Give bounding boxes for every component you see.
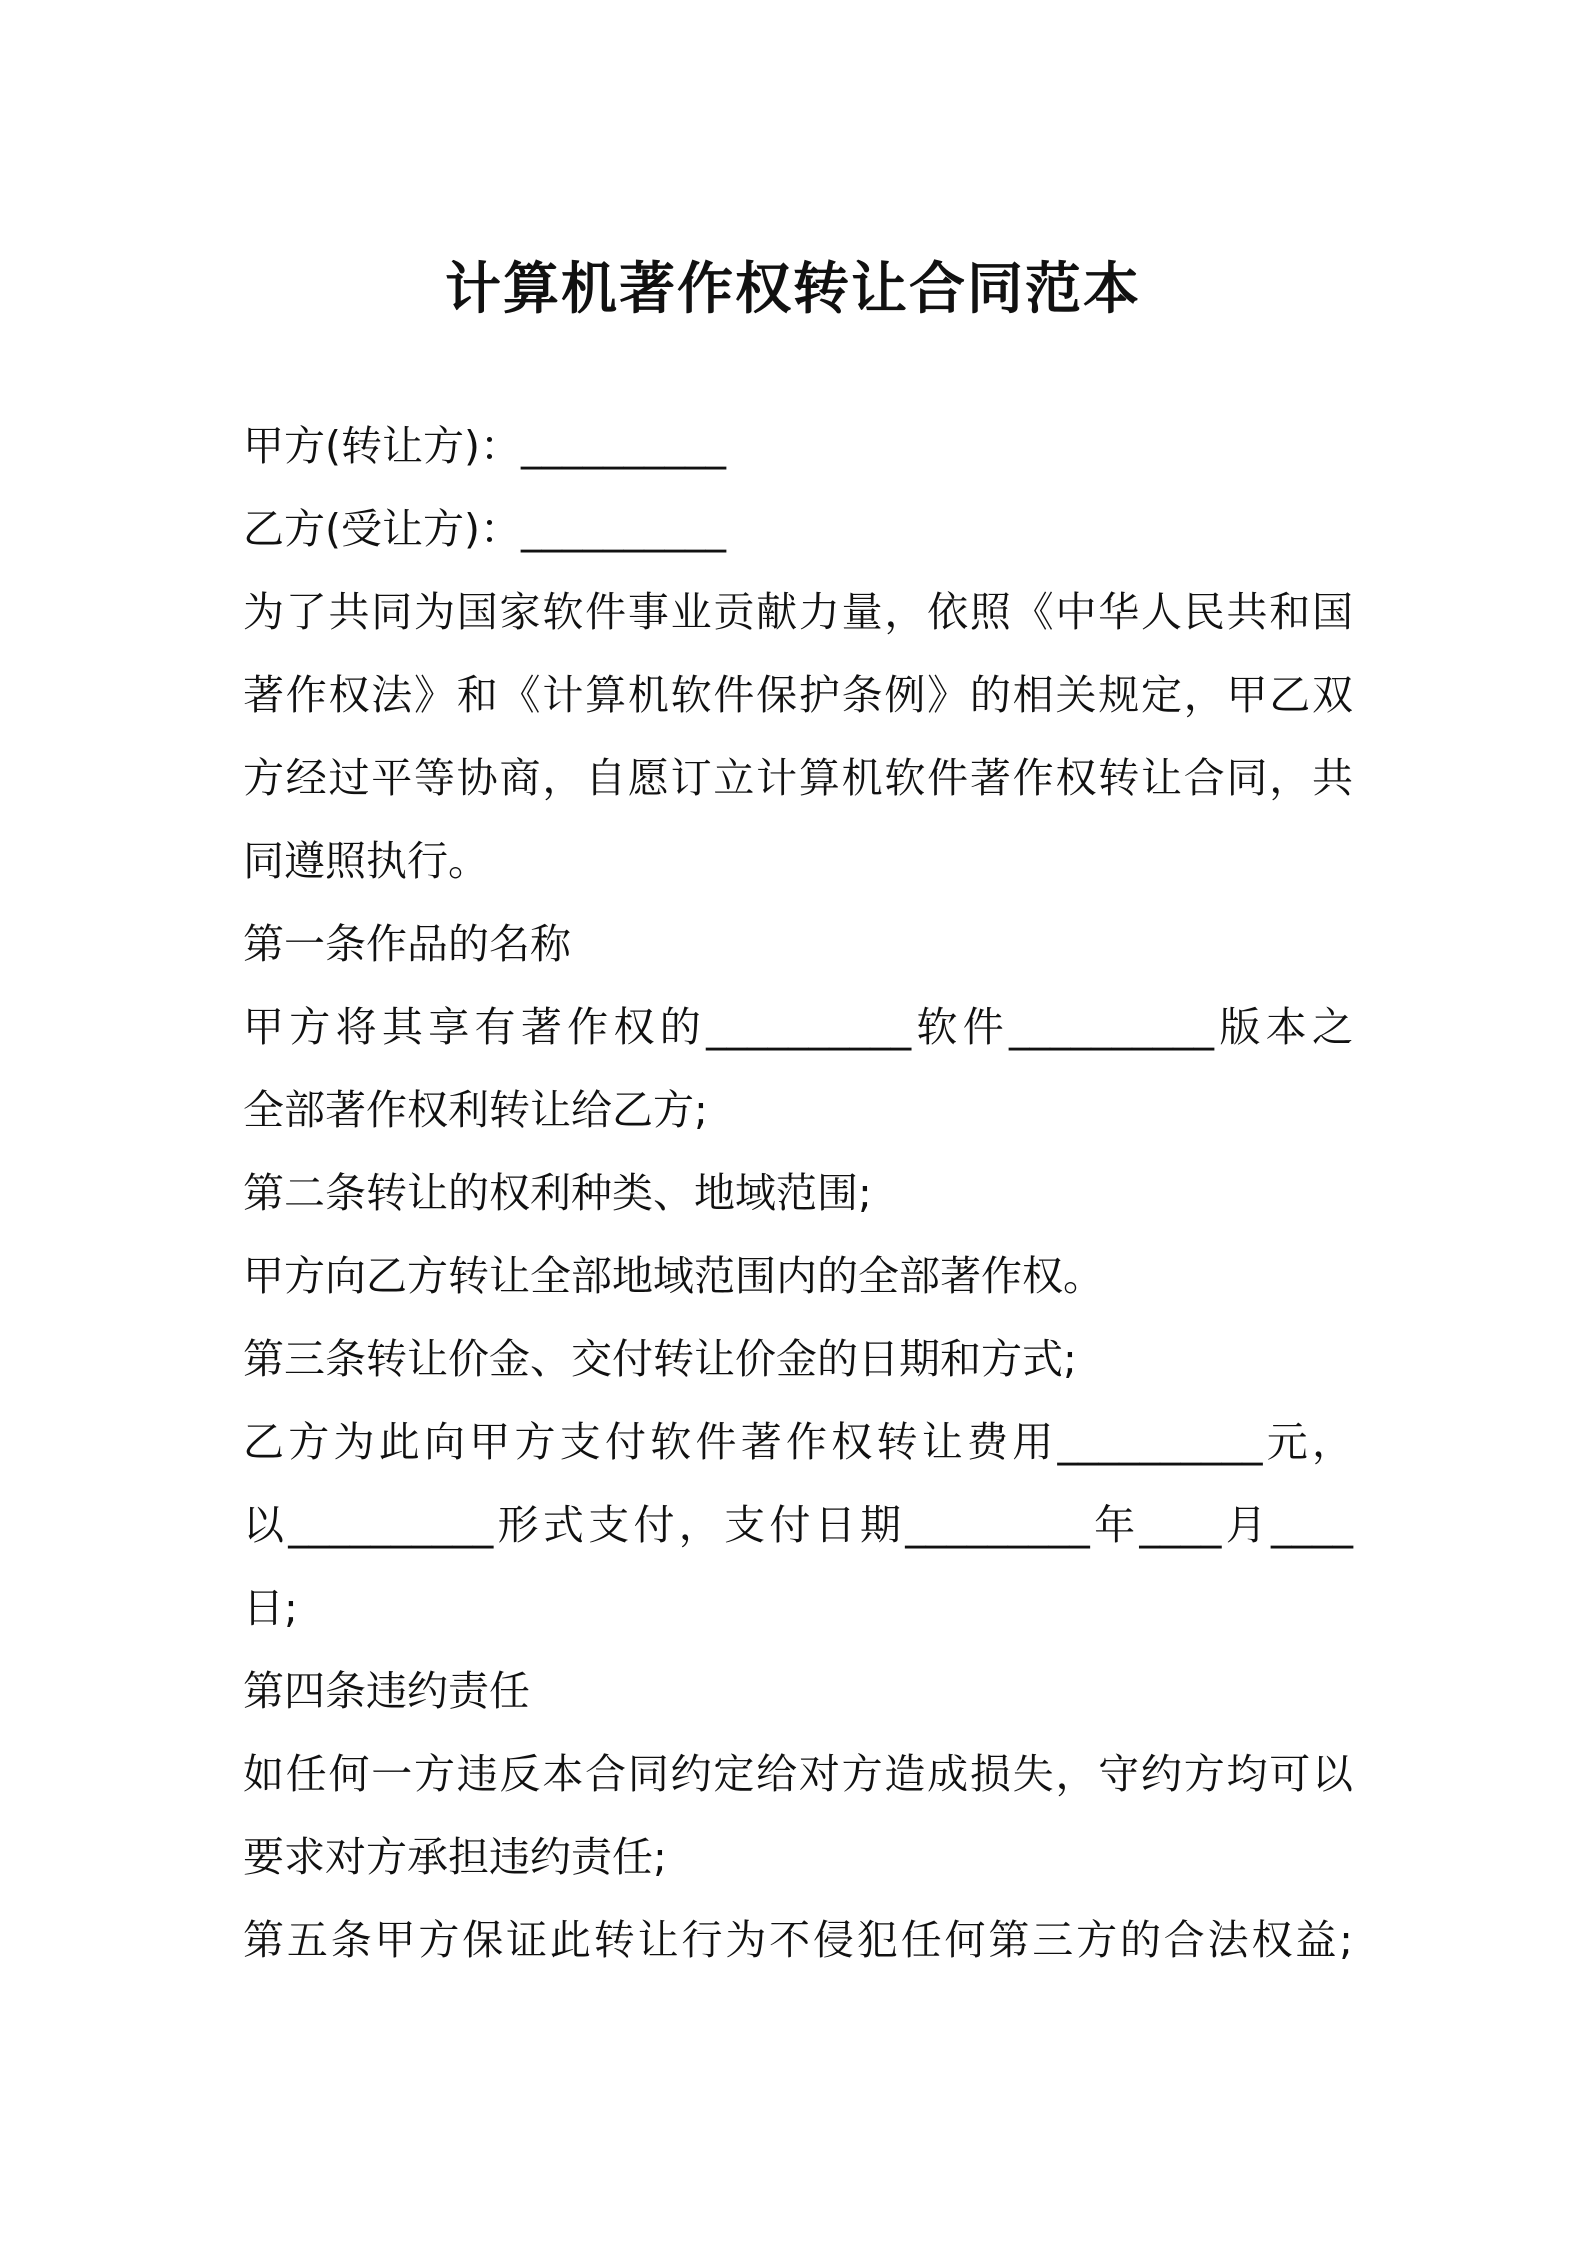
article-1-line-2: 全部著作权利转让给乙方; [243,1086,708,1134]
document-body [243,405,1353,1982]
preamble-line-4: 同遵照执行。 [243,837,489,885]
party-b-line: 乙方(受让方)：__________ [243,505,726,553]
preamble-line-3: 方经过平等协商，自愿订立计算机软件著作权转让合同，共 [243,754,1353,802]
article-4-line-1: 如任何一方违反本合同约定给对方造成损失，守约方均可以 [243,1750,1353,1798]
article-2-line-1: 甲方向乙方转让全部地域范围内的全部著作权。 [243,1252,1104,1300]
article-1-line-1: 甲方将其享有著作权的__________软件__________版本之 [243,1003,1353,1051]
document-title: 计算机著作权转让合同范本 [445,257,1141,322]
preamble-line-2: 著作权法》和《计算机软件保护条例》的相关规定，甲乙双 [243,671,1353,719]
article-5-heading: 第五条甲方保证此转让行为不侵犯任何第三方的合法权益; [243,1916,1353,1964]
article-3-heading: 第三条转让价金、交付转让价金的日期和方式; [243,1335,1077,1383]
article-4-line-2: 要求对方承担违约责任; [243,1833,667,1881]
article-3-line-2: 以__________形式支付，支付日期_________年____月____ [243,1501,1353,1549]
article-1-heading: 第一条作品的名称 [243,920,571,968]
preamble-line-1: 为了共同为国家软件事业贡献力量，依照《中华人民共和国 [243,588,1353,636]
party-a-line: 甲方(转让方)：__________ [243,422,726,470]
article-3-line-3: 日; [243,1584,298,1632]
article-4-heading: 第四条违约责任 [243,1667,530,1715]
article-3-line-1: 乙方为此向甲方支付软件著作权转让费用__________元， [243,1418,1353,1466]
article-2-heading: 第二条转让的权利种类、地域范围; [243,1169,872,1217]
